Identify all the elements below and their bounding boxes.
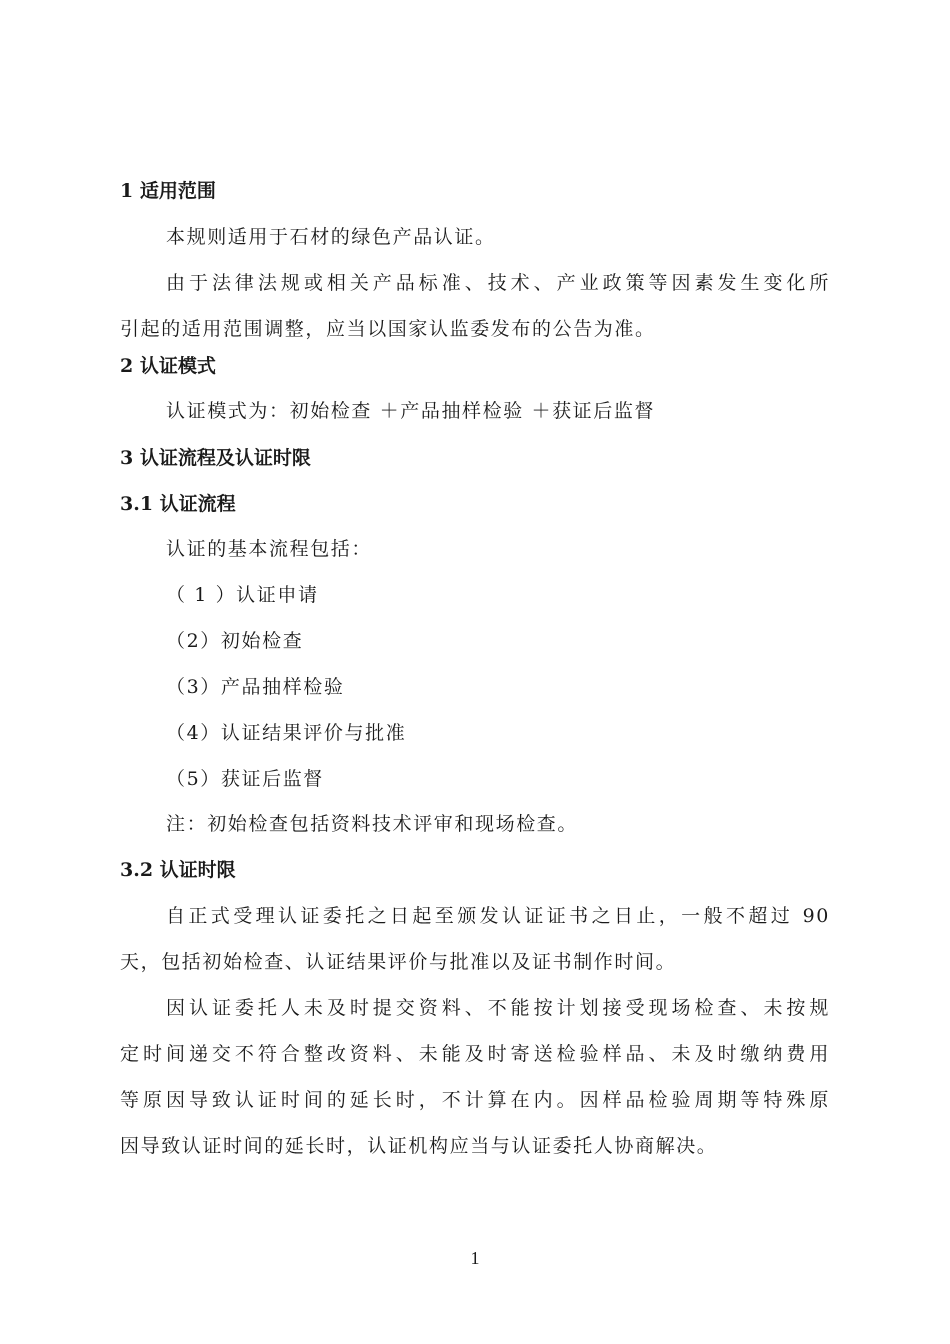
paragraph-timelimit-1-line2: 天，包括初始检查、认证结果评价与批准以及证书制作时间。	[120, 951, 677, 973]
subsection-heading-flow: 3.1 认证流程	[120, 493, 236, 515]
section-heading-process: 3 认证流程及认证时限	[120, 447, 311, 469]
paragraph-timelimit-2-line4: 因导致认证时间的延长时，认证机构应当与认证委托人协商解决。	[120, 1135, 718, 1157]
note-text: 注：初始检查包括资料技术评审和现场检查。	[166, 813, 579, 835]
paragraph-timelimit-1-line1: 自正式受理认证委托之日起至颁发认证证书之日止，一般不超过 90	[166, 905, 830, 927]
section-heading-mode: 2 认证模式	[120, 355, 216, 377]
paragraph-scope-1: 本规则适用于石材的绿色产品认证。	[166, 226, 496, 248]
list-item: （5）获证后监督	[166, 768, 324, 790]
paragraph-timelimit-2-line2: 定时间递交不符合整改资料、未能及时寄送检验样品、未及时缴纳费用	[120, 1043, 830, 1065]
page-number: 1	[470, 1248, 480, 1268]
section-heading-scope: 1 适用范围	[120, 180, 216, 202]
subsection-heading-timelimit: 3.2 认证时限	[120, 859, 236, 881]
paragraph-flow-intro: 认证的基本流程包括：	[166, 538, 373, 560]
list-item: （3）产品抽样检验	[166, 676, 345, 698]
paragraph-timelimit-2-line1: 因认证委托人未及时提交资料、不能按计划接受现场检查、未按规	[166, 997, 830, 1019]
paragraph-timelimit-2-line3: 等原因导致认证时间的延长时，不计算在内。因样品检验周期等特殊原	[120, 1089, 830, 1111]
list-item: （2）初始检查	[166, 630, 304, 652]
paragraph-scope-2-line1: 由于法律法规或相关产品标准、技术、产业政策等因素发生变化所	[166, 272, 830, 294]
list-item: （4）认证结果评价与批准	[166, 722, 407, 744]
list-item: （ 1 ）认证申请	[166, 584, 319, 606]
paragraph-scope-2-line2: 引起的适用范围调整，应当以国家认监委发布的公告为准。	[120, 318, 656, 340]
paragraph-mode: 认证模式为：初始检查 ＋产品抽样检验 ＋获证后监督	[166, 400, 656, 422]
